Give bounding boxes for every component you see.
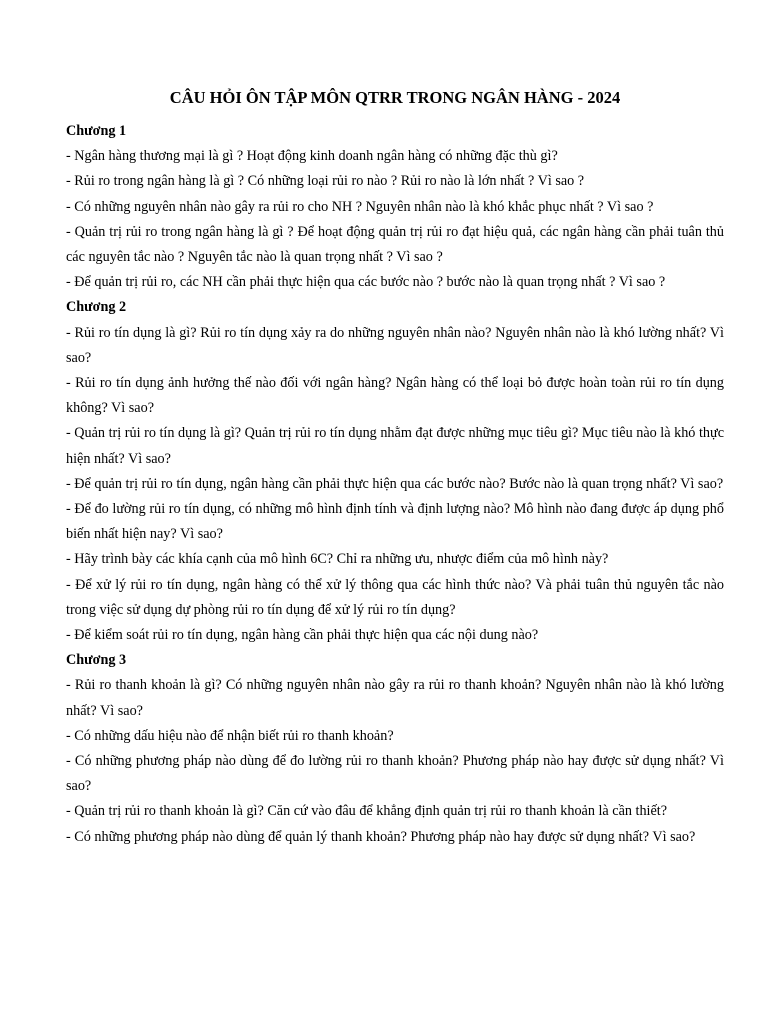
chapter-3-question-4: - Quản trị rủi ro thanh khoản là gì? Căn cứ vào đâu để khẳng định quản trị rủi ro thanh khoản là cần thiết? (66, 803, 668, 820)
chapter-2-question-5: - Để đo lường rủi ro tín dụng, có những mô hình định tính và định lượng nào? Mô hình nào đang được áp dụng phổ biến nhất hiện nay? Vì sao? (66, 501, 724, 543)
chapter-2-question-2: - Rủi ro tín dụng ảnh hưởng thế nào đối với ngân hàng? Ngân hàng có thể loại bỏ được hoàn toàn rủi ro tín dụng không? Vì sao? (66, 375, 724, 417)
chapter-1-question-1: - Ngân hàng thương mại là gì ? Hoạt động kinh doanh ngân hàng có những đặc thù gì? (66, 148, 558, 165)
chapter-3-section (66, 648, 724, 850)
chapter-1-heading: Chương 1 (66, 123, 127, 139)
chapter-2-question-7: - Để xử lý rủi ro tín dụng, ngân hàng có thể xử lý thông qua các hình thức nào? Và phải tuân thủ nguyên tắc nào trong việc sử dụng dự phòng rủi ro tín dụng để xử lý rủi ro tín dụng? (66, 576, 724, 618)
chapter-3-question-3: - Có những phương pháp nào dùng để đo lường rủi ro thanh khoản? Phương pháp nào hay được sử dụng nhất? Vì sao? (66, 753, 724, 795)
chapter-2-question-3: - Quản trị rủi ro tín dụng là gì? Quản trị rủi ro tín dụng nhằm đạt được những mục tiêu gì? Mục tiêu nào là khó thực hiện nhất? Vì sao? (66, 425, 724, 467)
chapter-2-question-1: - Rủi ro tín dụng là gì? Rủi ro tín dụng xảy ra do những nguyên nhân nào? Nguyên nhân nào là khó lường nhất? Vì sao? (66, 324, 724, 366)
chapter-1-question-2: - Rủi ro trong ngân hàng là gì ? Có những loại rủi ro nào ? Rủi ro nào là lớn nhất ? Vì sao ? (66, 173, 585, 190)
chapter-1-question-5: - Để quản trị rủi ro, các NH cần phải thực hiện qua các bước nào ? bước nào là quan trọng nhất ? Vì sao ? (66, 274, 666, 291)
chapter-3-question-5: - Có những phương pháp nào dùng để quản lý thanh khoản? Phương pháp nào hay được sử dụng nhất? Vì sao? (66, 828, 696, 845)
document-title: CÂU HỎI ÔN TẬP MÔN QTRR TRONG NGÂN HÀNG - 2024 (169, 88, 621, 107)
chapter-1-question-3: - Có những nguyên nhân nào gây ra rủi ro cho NH ? Nguyên nhân nào là khó khắc phục nhất ? Vì sao ? (66, 198, 654, 215)
chapter-2-question-4: - Để quản trị rủi ro tín dụng, ngân hàng cần phải thực hiện qua các bước nào? Bước nào là quan trọng nhất? Vì sao? (66, 475, 724, 492)
chapter-2-heading: Chương 2 (66, 299, 127, 316)
chapter-3-heading: Chương 3 (66, 652, 127, 669)
chapter-1-question-4: - Quản trị rủi ro trong ngân hàng là gì ? Để hoạt động quản trị rủi ro đạt hiệu quả, các ngân hàng cần phải tuân thủ các nguyên tắc nào ? Nguyên tắc nào là quan trọng nhất ? Vì sao ? (66, 223, 724, 266)
chapter-3-question-1: - Rủi ro thanh khoản là gì? Có những nguyên nhân nào gây ra rủi ro thanh khoản? Nguyên nhân nào là khó lường nhất? Vì sao? (66, 677, 724, 719)
chapter-2-question-8: - Để kiểm soát rủi ro tín dụng, ngân hàng cần phải thực hiện qua các nội dung nào? (66, 627, 539, 644)
document-content (66, 119, 724, 850)
chapter-3-question-2: - Có những dấu hiệu nào để nhận biết rủi ro thanh khoản? (66, 727, 394, 744)
chapter-2-section (66, 295, 724, 648)
chapter-2-question-6: - Hãy trình bày các khía cạnh của mô hình 6C? Chỉ ra những ưu, nhược điểm của mô hình này? (66, 551, 609, 568)
chapter-1-section (66, 119, 724, 295)
